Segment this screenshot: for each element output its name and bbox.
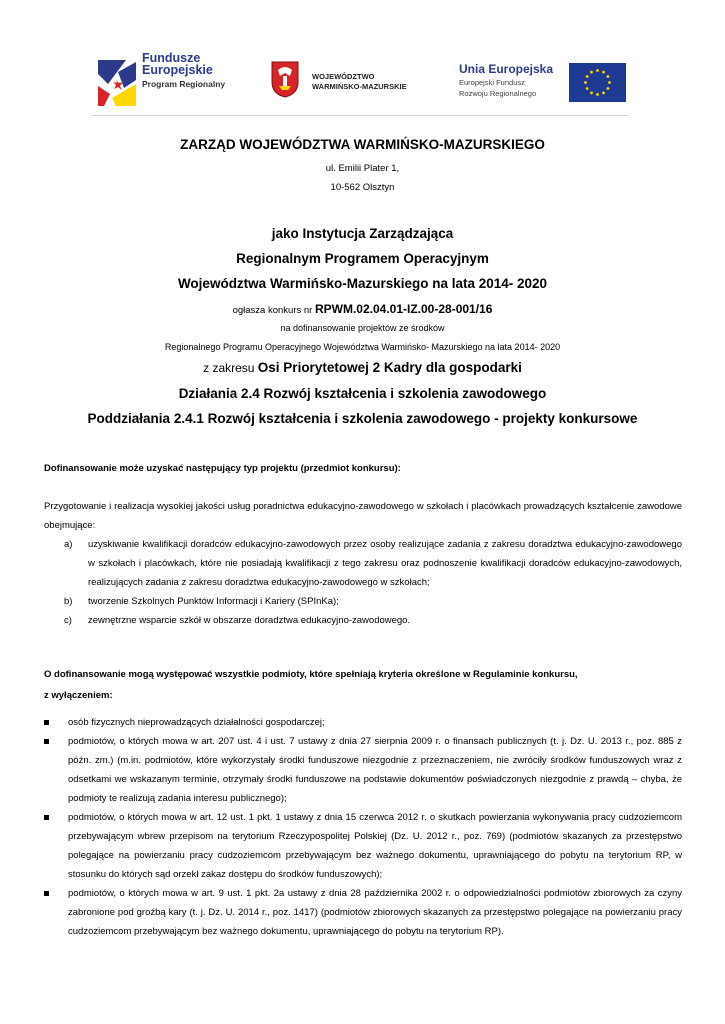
ue-line1: Unia Europejska [459,62,554,76]
eu-star [602,71,605,74]
woj-line2: WARMIŃSKO-MAZURSKIE [312,82,407,91]
action-line: Działania 2.4 Rozwój kształcenia i szkolenia zawodowego [178,386,547,401]
bullet-icon [44,720,49,725]
logo-bar [92,50,628,116]
subject-heading: Dofinansowanie może uzyskać następujący typ projektu (przedmiot konkursu): [44,463,401,474]
list-item [44,592,682,611]
excluding-label: z wyłączeniem: [44,690,113,701]
title-line2: Regionalnym Programem Operacyjnym [236,251,489,266]
logo-divider [92,115,628,116]
eu-star [586,87,589,90]
ue-line2: Europejski Fundusz [459,78,525,87]
scope-axis: Osi Priorytetowej 2 Kadry dla gospodarki [257,360,522,375]
competition-number: RPWM.02.04.01-IZ.00-28-001/16 [314,302,493,316]
ue-line3: Rozwoju Regionalnego [459,89,537,98]
eu-flag-icon [569,63,626,102]
bullet-icon [44,815,49,820]
title-line3: Województwa Warmińsko-Mazurskiego na lata 2014- 2020 [177,276,548,291]
fe-line1: Fundusze [142,51,201,65]
list-item [44,535,682,592]
subaction-line: Poddziałania 2.4.1 Rozwój kształcenia i szkolenia zawodowego - projekty konkursowe [87,411,638,426]
fe-line3: Program Regionalny [142,79,226,89]
eu-star [608,81,611,84]
list-item-text: podmiotów, o których mowa w art. 12 ust. 1 pkt. 1 ustawy z dnia 15 czerwca 2012 r. o skutkach powierzania wykonywania pracy cudzoziemcom przebywającym wbrew przepisom na terytorium Rzeczypospolitej Polskiej (Dz. U. 2012 r., poz. 769) (podmiotów skazanych za przestępstwo polegające na powierzaniu pracy cudzoziemcom przebywającym bez ważnego dokumentu, uprawniającego do pobytu na terytorium RP, w stosunku do których sąd orzekł zakaz dostępu do środków funduszowych); [68,812,682,880]
eu-star [586,75,589,78]
list-item [44,808,682,884]
title-line1: jako Instytucja Zarządzająca [271,226,454,241]
list-item-text: osób fizycznych nieprowadzących działalności gospodarczej; [68,717,325,728]
announce-prefix: ogłasza konkurs nr [232,305,315,316]
list-marker: a) [64,539,73,550]
list-item [44,884,682,941]
bullet-icon [44,891,49,896]
eu-star [590,91,593,94]
list-item [44,732,682,808]
list-item-text: zewnętrzne wsparcie szkół w obszarze doradztwa edukacyjno-zawodowego. [88,615,411,626]
eu-star [606,87,609,90]
list-item [44,611,682,630]
eu-star [590,71,593,74]
fe-logo-text [142,52,225,90]
eu-star [602,91,605,94]
list-item [44,713,682,732]
list-item-text: podmiotów, o których mowa w art. 9 ust. 1 pkt. 2a ustawy z dnia 28 października 2002 r. o odpowiedzialności podmiotów zbiorowych za czyny zabronione pod groźbą kary (t. j. Dz. U. 2014 r., poz. 1417) (podmiotów zbiorowych skazanych za przestępstwo polegające na powierzaniu pracy cudzoziemcom przebywającym bez ważnego dokumentu, uprawniającego do pobytu na terytorium RP). [68,888,682,937]
exclusions-list [44,713,682,941]
funding-line1: na dofinansowanie projektów ze środków [280,323,445,333]
announcement [0,302,725,316]
coat-of-arms-icon [270,60,300,98]
eligible-heading: O dofinansowanie mogą występować wszystkie podmioty, które spełniają kryteria określone w Regulaminie konkursu, [44,669,578,680]
eu-star [596,93,599,96]
subject-list [44,535,682,630]
eu-logo-text [459,62,553,98]
scope-line [0,360,725,375]
funding-line2: Regionalnego Programu Operacyjnego Województwa Warmińsko- Mazurskiego na lata 2014- 2020 [164,342,561,352]
organization-heading: ZARZĄD WOJEWÓDZTWA WARMIŃSKO-MAZURSKIEGO [180,137,545,152]
list-marker: b) [64,596,73,607]
bullet-icon [44,739,49,744]
eu-star [606,75,609,78]
scope-prefix: z zakresu [203,361,258,375]
list-item-text: uzyskiwanie kwalifikacji doradców edukacyjno-zawodowych przez osoby realizujące zadania z zakresu doradztwa edukacyjno-zawodowego w szkołach i placówkach, które nie posiadają kwalifikacji z tego zakresu oraz podnoszenie kwalifikacji doradców edukacyjno-zawodowych, realizujących zadania z zakresu doradztwa edukacyjno-zawodowego w szkołach; [88,539,682,588]
list-item-text: tworzenie Szkolnych Punktów Informacji i Kariery (SPInKa); [88,596,339,607]
list-item-text: podmiotów, o których mowa w art. 207 ust. 4 i ust. 7 ustawy z dnia 27 sierpnia 2009 r. o finansach publicznych (t. j. Dz. U. 2013 r., poz. 885 z późn. zm.) (m.in. podmiotów, które wykorzystały środki funduszowe niezgodnie z przeznaczeniem, nie zwróciły środków funduszowych wraz z odsetkami we wskazanym terminie, otrzymały środki funduszowe na podstawie dokumentów poświadczonych niezgodnie z prawdą – chyba, że podmioty te realizują zadania interesu publicznego); [68,736,682,804]
address-street: ul. Emilii Plater 1, [325,163,400,174]
woj-line1: WOJEWÓDZTWO [312,72,375,81]
address-city: 10-562 Olsztyn [330,182,395,193]
voivodeship-logo-text [312,72,407,92]
eu-star [584,81,587,84]
eu-star [596,69,599,72]
subject-intro: Przygotowanie i realizacja wysokiej jakości usług poradnictwa edukacyjno-zawodowego w szkołach i placówkach prowadzących kształcenie zawodowe obejmujące: [44,501,682,531]
list-marker: c) [64,615,72,626]
fe-line2: Europejskie [142,63,213,77]
